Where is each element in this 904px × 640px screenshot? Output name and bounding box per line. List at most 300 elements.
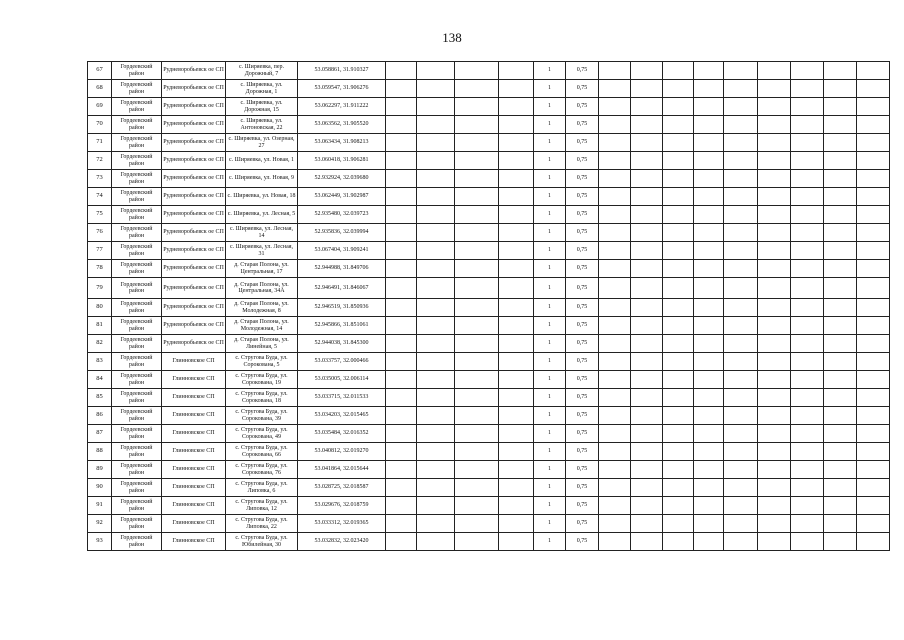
empty-cell [455,206,499,224]
empty-cell [499,515,534,533]
address-cell: с. Ширяевка, ул. Дорожная, 15 [226,98,298,116]
empty-cell [417,242,455,260]
empty-cell [499,533,534,551]
volume-cell: 0,75 [566,317,599,335]
empty-cell [857,188,890,206]
volume-cell: 0,75 [566,260,599,278]
empty-cell [455,260,499,278]
empty-cell [724,407,758,425]
empty-cell [599,116,631,134]
empty-cell [417,134,455,152]
empty-cell [724,317,758,335]
empty-cell [386,371,417,389]
table-row [88,62,890,80]
count-cell: 1 [534,278,566,299]
district-cell: Гордеевский район [112,278,162,299]
count-cell: 1 [534,317,566,335]
empty-cell [455,389,499,407]
row-number-cell: 85 [88,389,112,407]
empty-cell [758,206,791,224]
empty-cell [758,134,791,152]
empty-cell [724,242,758,260]
empty-cell [599,389,631,407]
empty-cell [599,299,631,317]
row-number-cell: 79 [88,278,112,299]
volume-cell: 0,75 [566,515,599,533]
empty-cell [758,317,791,335]
council-cell: Рудневоробьевск ое СП [162,224,226,242]
empty-cell [824,206,857,224]
empty-cell [599,461,631,479]
coordinates-cell: 53.062297, 31.911222 [298,98,386,116]
council-cell: Глинновское СП [162,353,226,371]
empty-cell [455,425,499,443]
table-row [88,206,890,224]
empty-cell [663,242,694,260]
district-cell: Гордеевский район [112,152,162,170]
empty-cell [724,353,758,371]
empty-cell [663,425,694,443]
empty-cell [417,317,455,335]
coordinates-cell: 52.946519, 31.850936 [298,299,386,317]
empty-cell [499,188,534,206]
empty-cell [824,278,857,299]
address-cell: с. Ширяевка, ул. Лесная, 5 [226,206,298,224]
coordinates-cell: 52.935480, 32.039723 [298,206,386,224]
empty-cell [386,461,417,479]
count-cell: 1 [534,152,566,170]
empty-cell [455,134,499,152]
empty-cell [631,206,663,224]
empty-cell [417,152,455,170]
empty-cell [824,134,857,152]
empty-cell [694,371,724,389]
empty-cell [386,443,417,461]
district-cell: Гордеевский район [112,479,162,497]
empty-cell [455,80,499,98]
address-cell: с. Стругова Буда, ул. Липовка, 12 [226,497,298,515]
empty-cell [599,497,631,515]
empty-cell [791,425,824,443]
row-number-cell: 88 [88,443,112,461]
empty-cell [824,425,857,443]
empty-cell [857,389,890,407]
count-cell: 1 [534,335,566,353]
empty-cell [631,260,663,278]
empty-cell [631,242,663,260]
council-cell: Глинновское СП [162,497,226,515]
empty-cell [694,407,724,425]
empty-cell [663,152,694,170]
empty-cell [694,206,724,224]
address-cell: с. Ширяевка, пер. Дорожный, 7 [226,62,298,80]
council-cell: Рудневоробьевск ое СП [162,206,226,224]
empty-cell [824,371,857,389]
empty-cell [455,407,499,425]
empty-cell [824,80,857,98]
empty-cell [824,479,857,497]
empty-cell [824,515,857,533]
count-cell: 1 [534,188,566,206]
empty-cell [499,461,534,479]
empty-cell [599,317,631,335]
council-cell: Рудневоробьевск ое СП [162,335,226,353]
row-number-cell: 73 [88,170,112,188]
address-cell: с. Ширяевка, ул. Лесная, 14 [226,224,298,242]
table-row [88,425,890,443]
council-cell: Рудневоробьевск ое СП [162,188,226,206]
coordinates-cell: 53.032832, 32.023420 [298,533,386,551]
council-cell: Глинновское СП [162,425,226,443]
coordinates-cell: 52.944038, 31.845300 [298,335,386,353]
empty-cell [499,317,534,335]
empty-cell [631,152,663,170]
empty-cell [758,170,791,188]
council-cell: Глинновское СП [162,443,226,461]
empty-cell [824,533,857,551]
empty-cell [857,224,890,242]
count-cell: 1 [534,407,566,425]
council-cell: Глинновское СП [162,461,226,479]
registry-table [87,61,890,551]
empty-cell [791,389,824,407]
empty-cell [857,170,890,188]
empty-cell [724,389,758,407]
district-cell: Гордеевский район [112,317,162,335]
council-cell: Рудневоробьевск ое СП [162,170,226,188]
empty-cell [824,188,857,206]
empty-cell [499,278,534,299]
table-row [88,371,890,389]
table-row [88,242,890,260]
empty-cell [724,98,758,116]
empty-cell [386,425,417,443]
empty-cell [386,497,417,515]
empty-cell [417,278,455,299]
empty-cell [758,533,791,551]
empty-cell [824,497,857,515]
empty-cell [857,479,890,497]
empty-cell [857,443,890,461]
empty-cell [791,134,824,152]
empty-cell [694,299,724,317]
volume-cell: 0,75 [566,188,599,206]
empty-cell [455,317,499,335]
empty-cell [791,371,824,389]
count-cell: 1 [534,389,566,407]
empty-cell [824,116,857,134]
empty-cell [724,206,758,224]
empty-cell [499,335,534,353]
empty-cell [857,515,890,533]
empty-cell [386,116,417,134]
district-cell: Гордеевский район [112,62,162,80]
empty-cell [824,335,857,353]
volume-cell: 0,75 [566,116,599,134]
empty-cell [758,425,791,443]
empty-cell [455,224,499,242]
empty-cell [758,497,791,515]
empty-cell [386,170,417,188]
table-row [88,479,890,497]
empty-cell [499,497,534,515]
empty-cell [724,335,758,353]
empty-cell [417,389,455,407]
empty-cell [857,278,890,299]
table-row [88,299,890,317]
volume-cell: 0,75 [566,389,599,407]
empty-cell [455,515,499,533]
empty-cell [791,260,824,278]
empty-cell [724,371,758,389]
coordinates-cell: 53.029676, 32.018759 [298,497,386,515]
empty-cell [499,80,534,98]
district-cell: Гордеевский район [112,206,162,224]
empty-cell [417,188,455,206]
empty-cell [599,260,631,278]
empty-cell [758,224,791,242]
empty-cell [724,278,758,299]
empty-cell [724,515,758,533]
empty-cell [663,80,694,98]
empty-cell [455,242,499,260]
empty-cell [386,134,417,152]
address-cell: с. Ширяевка, ул. Лесная, 31 [226,242,298,260]
count-cell: 1 [534,299,566,317]
empty-cell [724,260,758,278]
district-cell: Гордеевский район [112,98,162,116]
empty-cell [499,206,534,224]
empty-cell [417,353,455,371]
district-cell: Гордеевский район [112,461,162,479]
empty-cell [599,98,631,116]
district-cell: Гордеевский район [112,116,162,134]
empty-cell [499,224,534,242]
district-cell: Гордеевский район [112,170,162,188]
empty-cell [758,188,791,206]
empty-cell [857,353,890,371]
volume-cell: 0,75 [566,425,599,443]
empty-cell [455,299,499,317]
address-cell: с. Ширяевка, ул. Новая, 9 [226,170,298,188]
empty-cell [791,224,824,242]
empty-cell [758,242,791,260]
page-number: 138 [442,30,462,45]
empty-cell [824,389,857,407]
empty-cell [417,62,455,80]
empty-cell [824,98,857,116]
empty-cell [694,170,724,188]
empty-cell [724,299,758,317]
empty-cell [631,353,663,371]
empty-cell [663,98,694,116]
empty-cell [663,461,694,479]
address-cell: с. Стругова Буда, ул. Сорокована, 66 [226,443,298,461]
council-cell: Глинновское СП [162,371,226,389]
empty-cell [663,389,694,407]
empty-cell [857,407,890,425]
empty-cell [724,479,758,497]
coordinates-cell: 52.946491, 31.846067 [298,278,386,299]
empty-cell [386,407,417,425]
empty-cell [824,407,857,425]
empty-cell [724,461,758,479]
empty-cell [791,62,824,80]
empty-cell [663,515,694,533]
empty-cell [631,317,663,335]
empty-cell [857,497,890,515]
empty-cell [499,260,534,278]
count-cell: 1 [534,242,566,260]
row-number-cell: 70 [88,116,112,134]
empty-cell [791,515,824,533]
empty-cell [824,62,857,80]
empty-cell [455,371,499,389]
empty-cell [417,98,455,116]
district-cell: Гордеевский район [112,389,162,407]
empty-cell [417,443,455,461]
empty-cell [499,371,534,389]
empty-cell [455,62,499,80]
volume-cell: 0,75 [566,170,599,188]
table-row [88,407,890,425]
district-cell: Гордеевский район [112,497,162,515]
table-row [88,80,890,98]
empty-cell [417,335,455,353]
empty-cell [599,371,631,389]
empty-cell [417,170,455,188]
count-cell: 1 [534,62,566,80]
table-row [88,533,890,551]
empty-cell [631,461,663,479]
empty-cell [857,134,890,152]
coordinates-cell: 53.033715, 32.011533 [298,389,386,407]
empty-cell [857,116,890,134]
council-cell: Рудневоробьевск ое СП [162,242,226,260]
empty-cell [791,242,824,260]
empty-cell [758,116,791,134]
empty-cell [791,317,824,335]
volume-cell: 0,75 [566,335,599,353]
district-cell: Гордеевский район [112,260,162,278]
table-row [88,353,890,371]
empty-cell [694,425,724,443]
empty-cell [791,188,824,206]
empty-cell [663,479,694,497]
empty-cell [694,278,724,299]
empty-cell [631,371,663,389]
address-cell: с. Стругова Буда, ул. Сорокована, 76 [226,461,298,479]
empty-cell [694,443,724,461]
row-number-cell: 81 [88,317,112,335]
council-cell: Рудневоробьевск ое СП [162,299,226,317]
address-cell: с. Стругова Буда, ул. Сорокована, 19 [226,371,298,389]
empty-cell [724,62,758,80]
volume-cell: 0,75 [566,278,599,299]
table-row [88,152,890,170]
address-cell: с. Стругова Буда, ул. Липовка, 22 [226,515,298,533]
count-cell: 1 [534,515,566,533]
empty-cell [631,224,663,242]
row-number-cell: 80 [88,299,112,317]
table-row [88,170,890,188]
council-cell: Рудневоробьевск ое СП [162,152,226,170]
empty-cell [417,260,455,278]
empty-cell [417,533,455,551]
empty-cell [791,299,824,317]
address-cell: с. Стругова Буда, ул. Липовка, 6 [226,479,298,497]
empty-cell [417,407,455,425]
empty-cell [455,98,499,116]
empty-cell [758,389,791,407]
district-cell: Гордеевский район [112,425,162,443]
empty-cell [724,224,758,242]
empty-cell [386,206,417,224]
empty-cell [724,188,758,206]
empty-cell [857,206,890,224]
empty-cell [631,407,663,425]
district-cell: Гордеевский район [112,353,162,371]
council-cell: Глинновское СП [162,479,226,497]
empty-cell [694,152,724,170]
volume-cell: 0,75 [566,371,599,389]
district-cell: Гордеевский район [112,443,162,461]
empty-cell [791,98,824,116]
volume-cell: 0,75 [566,134,599,152]
empty-cell [824,443,857,461]
empty-cell [663,317,694,335]
empty-cell [455,278,499,299]
empty-cell [663,134,694,152]
count-cell: 1 [534,371,566,389]
district-cell: Гордеевский район [112,299,162,317]
empty-cell [758,407,791,425]
volume-cell: 0,75 [566,299,599,317]
empty-cell [857,425,890,443]
empty-cell [599,353,631,371]
empty-cell [499,116,534,134]
address-cell: с. Стругова Буда, ул. Сорокована, 18 [226,389,298,407]
coordinates-cell: 53.035005, 32.006114 [298,371,386,389]
empty-cell [857,260,890,278]
empty-cell [499,425,534,443]
coordinates-cell: 52.945866, 31.851061 [298,317,386,335]
empty-cell [694,116,724,134]
empty-cell [663,116,694,134]
empty-cell [631,515,663,533]
district-cell: Гордеевский район [112,533,162,551]
empty-cell [631,479,663,497]
empty-cell [791,116,824,134]
count-cell: 1 [534,98,566,116]
table-row [88,260,890,278]
address-cell: д. Старая Полона, ул. Линейная, 5 [226,335,298,353]
coordinates-cell: 53.033757, 32.000466 [298,353,386,371]
empty-cell [724,134,758,152]
address-cell: с. Ширяевка, ул. Новая, 18 [226,188,298,206]
empty-cell [631,425,663,443]
volume-cell: 0,75 [566,353,599,371]
empty-cell [599,152,631,170]
empty-cell [417,116,455,134]
council-cell: Глинновское СП [162,533,226,551]
empty-cell [758,260,791,278]
table-row [88,335,890,353]
empty-cell [857,152,890,170]
empty-cell [499,407,534,425]
empty-cell [694,335,724,353]
district-cell: Гордеевский район [112,188,162,206]
